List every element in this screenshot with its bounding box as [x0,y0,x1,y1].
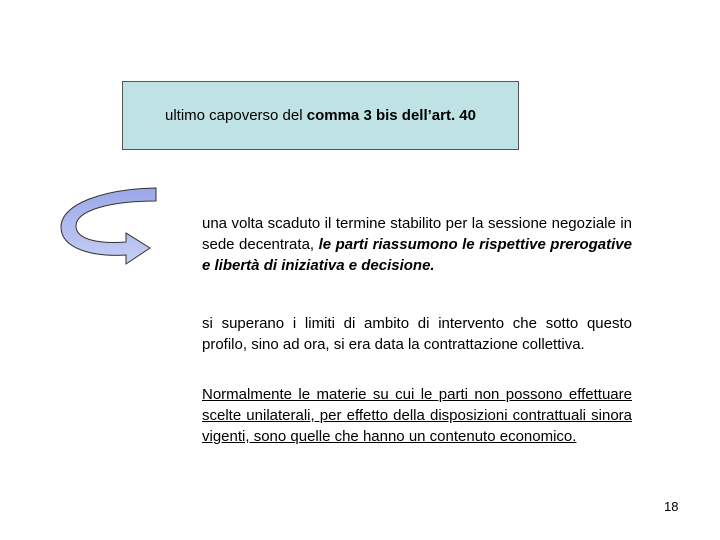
paragraph-1-plain: una volta scaduto il termine stabilito per la sessione negoziale in sede decentrata, [202,215,632,253]
title-prefix: ultimo capoverso del [165,107,307,124]
paragraph-3: Normalmente le materie su cui le parti non possono effettuare scelte unilaterali, per effetto della disposizioni contrattuali sinora vigenti, sono quelle che hanno un contenuto economico. [202,386,632,445]
curved-arrow-icon [58,186,158,266]
title-text [165,107,476,124]
paragraph-1 [202,213,632,276]
title-box [122,81,519,150]
paragraph-2: si superano i limiti di ambito di intervento che sotto questo profilo, sino ad ora, si era data la contrattazione collettiva. [202,315,632,353]
paragraph-1-emphasis: le parti riassumono le rispettive prerogative e libertà di iniziativa e decisione. [202,236,632,274]
page-number: 18 [664,499,679,514]
title-bold: comma 3 bis dell’art. 40 [306,107,476,124]
